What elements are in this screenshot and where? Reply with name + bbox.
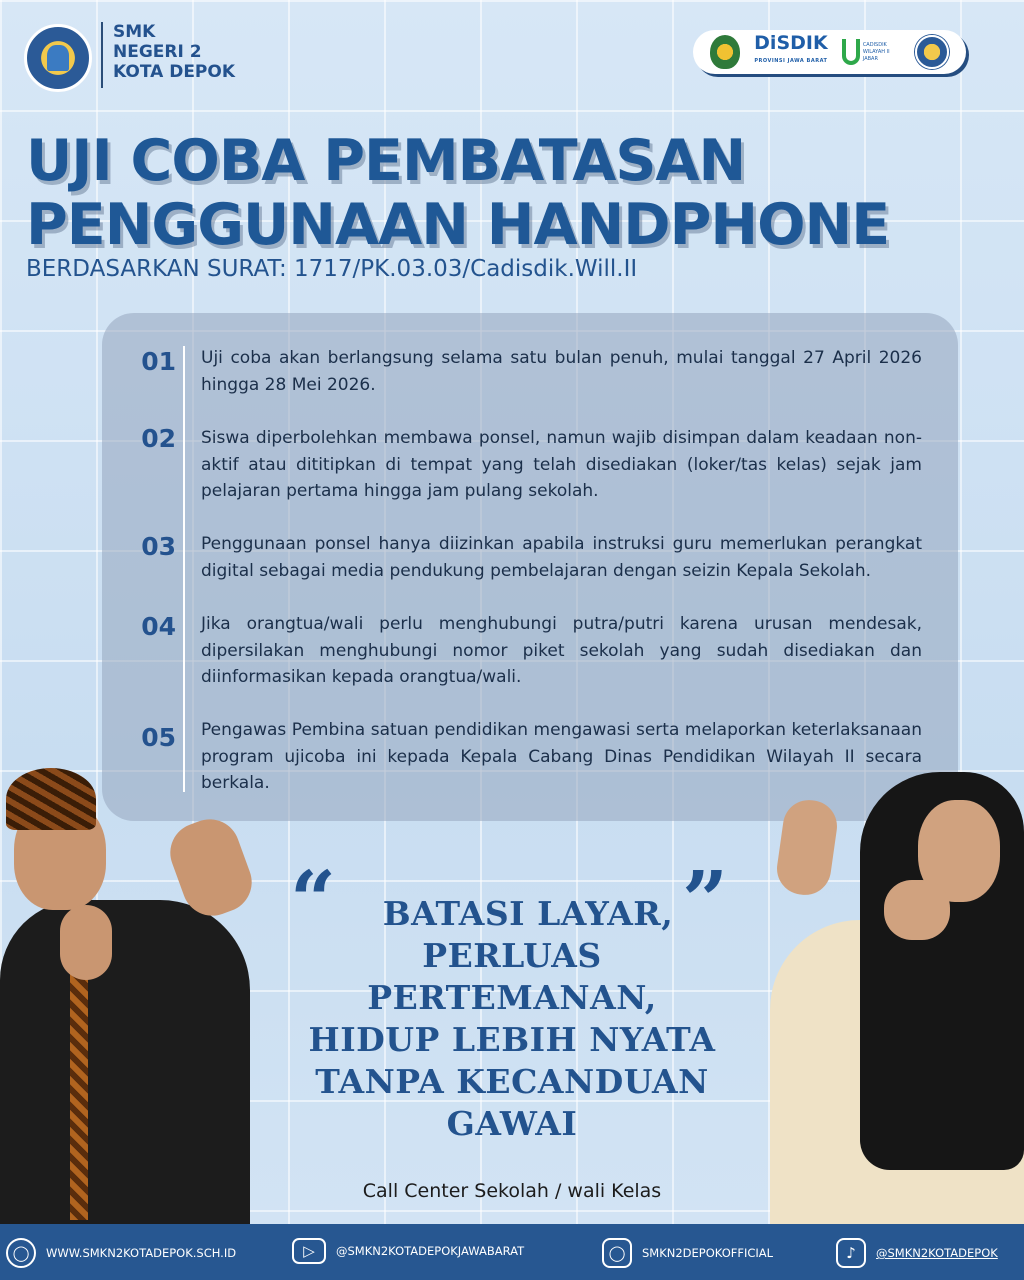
slogan-line-3: PERTEMANAN, bbox=[367, 978, 657, 1017]
header-divider bbox=[101, 22, 103, 88]
school-name-line-3: KOTA DEPOK bbox=[113, 62, 236, 82]
slogan-line-1: BATASI LAYAR, bbox=[382, 894, 674, 933]
title-line-1: UJI COBA PEMBATASAN bbox=[26, 128, 746, 194]
slogan-quote bbox=[290, 893, 734, 1145]
slogan-line-5: TANPA KECANDUAN bbox=[315, 1062, 709, 1101]
rule-text-2: Siswa diperbolehkan membawa ponsel, namun wajib disimpan dalam keadaan non-aktif atau dititipkan di tempat yang telah disediakan (loker/tas kelas) sejak jam pelajaran pertama hingga jam pulang sekolah. bbox=[201, 428, 922, 501]
cadisdik-u-icon bbox=[842, 39, 860, 65]
open-quote-mark: “ bbox=[290, 853, 337, 947]
rule-number-3: 03 bbox=[141, 532, 176, 561]
footer-youtube-link[interactable] bbox=[292, 1238, 524, 1264]
boy-pointing-hand-lower bbox=[60, 905, 112, 980]
close-quote-mark: ” bbox=[682, 853, 729, 947]
slogan-line-2: PERLUAS bbox=[422, 936, 602, 975]
school-logo bbox=[24, 24, 92, 92]
west-java-emblem-icon bbox=[710, 35, 740, 69]
footer-tiktok-link[interactable] bbox=[836, 1238, 998, 1268]
disdik-subtext: PROVINSI JAWA BARAT bbox=[754, 58, 828, 64]
rule-text-4: Jika orangtua/wali perlu menghubungi putra/putri karena urusan mendesak, dipersilakan menghubungi nomor piket sekolah yang sudah disediakan dan diinformasikan kepada orangtua/wali. bbox=[201, 614, 922, 687]
call-center-note: Call Center Sekolah / wali Kelas bbox=[362, 1180, 662, 1202]
school-name-line-1: SMK bbox=[113, 22, 156, 42]
tiktok-icon: ♪ bbox=[836, 1238, 866, 1268]
school-name bbox=[113, 22, 235, 82]
title-line-2: PENGGUNAAN HANDPHONE bbox=[26, 192, 890, 258]
cadisdik-text: CADISDIK WILAYAH II JABAR bbox=[862, 41, 890, 62]
rule-text-5: Pengawas Pembina satuan pendidikan mengawasi serta melaporkan keterlaksanaan program ujicoba ini kepada Kepala Cabang Dinas Pendidikan Wilayah II secara berkala. bbox=[201, 720, 922, 793]
globe-icon: ◯ bbox=[6, 1238, 36, 1268]
partner-logos bbox=[693, 30, 966, 74]
youtube-icon: ▷ bbox=[292, 1238, 326, 1264]
slogan-line-4: HIDUP LEBIH NYATA bbox=[308, 1020, 716, 1059]
cadisdik-logo bbox=[842, 39, 901, 65]
letter-reference: BERDASARKAN SURAT: 1717/PK.03.03/Cadisdik.Will.II bbox=[26, 256, 638, 282]
girl-pointing-hand-lower bbox=[884, 880, 950, 940]
boy-student-figure bbox=[0, 900, 250, 1225]
footer-instagram-link[interactable] bbox=[602, 1238, 773, 1268]
instagram-label: SMKN2DEPOKOFFICIAL bbox=[642, 1246, 774, 1260]
instagram-icon: ◯ bbox=[602, 1238, 632, 1268]
school-emblem-icon bbox=[915, 35, 949, 69]
website-label: WWW.SMKN2KOTADEPOK.SCH.ID bbox=[46, 1246, 237, 1260]
footer-website-link[interactable] bbox=[6, 1238, 236, 1268]
tiktok-label: @SMKN2KOTADEPOK bbox=[876, 1246, 998, 1260]
page-title bbox=[26, 128, 890, 258]
rule-number-1: 01 bbox=[141, 347, 176, 376]
rules-divider-line bbox=[183, 346, 185, 792]
disdik-text: DiSDIK bbox=[754, 32, 828, 54]
boy-batik-headband bbox=[6, 768, 96, 830]
rule-text-1: Uji coba akan berlangsung selama satu bulan penuh, mulai tanggal 27 April 2026 hingga 28 Mei 2026. bbox=[201, 348, 922, 395]
youtube-label: @SMKN2KOTADEPOKJAWABARAT bbox=[336, 1244, 525, 1258]
rule-number-4: 04 bbox=[141, 612, 176, 641]
school-name-line-2: NEGERI 2 bbox=[113, 42, 202, 62]
slogan-line-6: GAWAI bbox=[446, 1104, 578, 1143]
rule-number-5: 05 bbox=[141, 723, 176, 752]
rule-text-3: Penggunaan ponsel hanya diizinkan apabila instruksi guru memerlukan perangkat digital sebagai media pendukung pembelajaran dengan seizin Kepala Sekolah. bbox=[201, 534, 922, 581]
rule-number-2: 02 bbox=[141, 424, 176, 453]
disdik-logo bbox=[754, 34, 828, 70]
